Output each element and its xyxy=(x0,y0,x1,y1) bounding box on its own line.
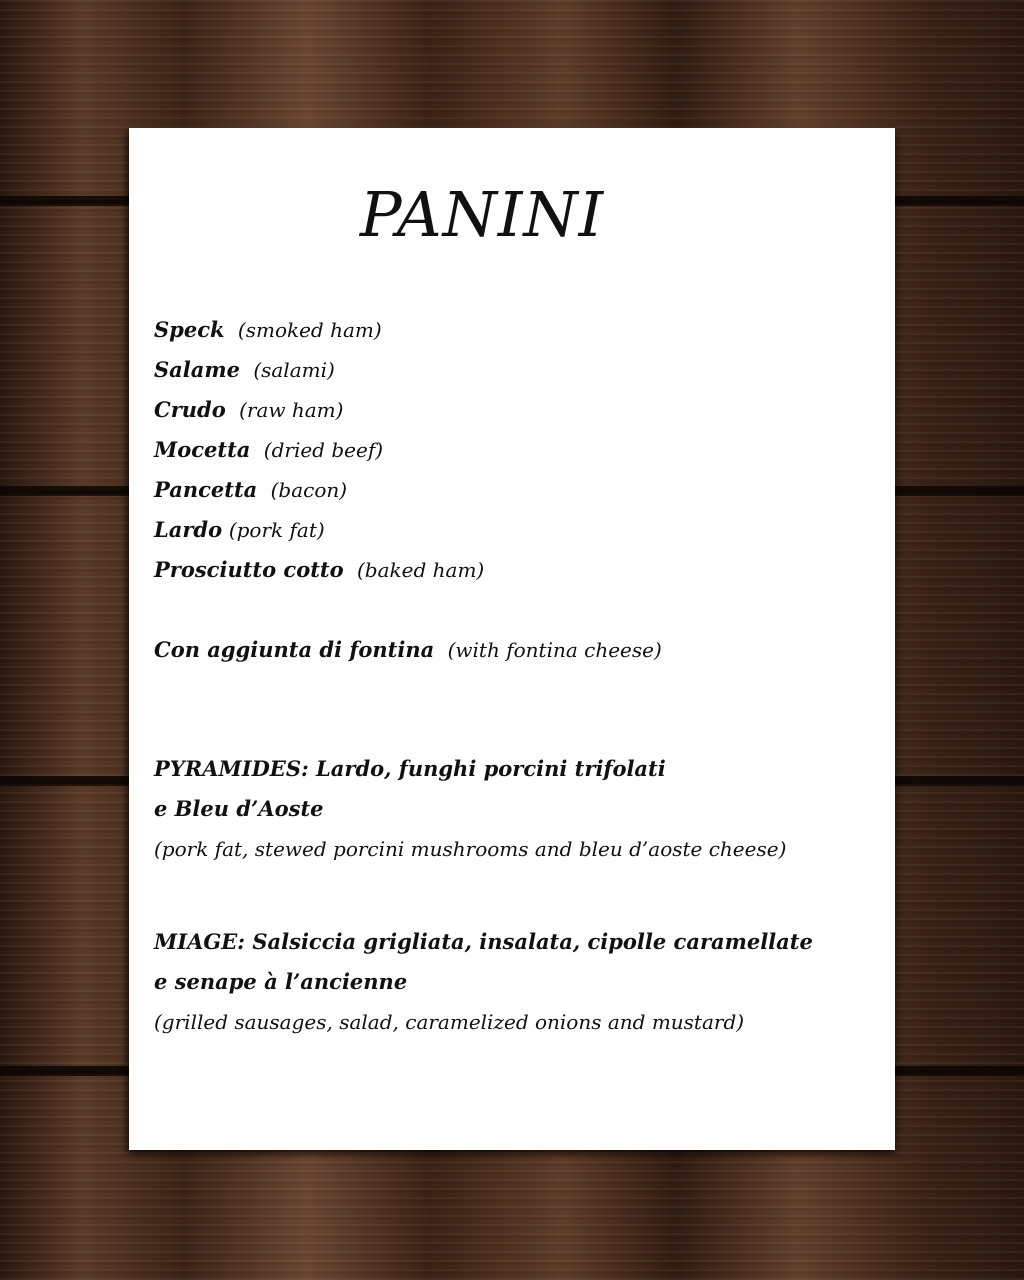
item-translation: (baked ham) xyxy=(357,558,485,582)
menu-item xyxy=(154,356,335,384)
item-name: Speck xyxy=(154,317,225,342)
item-translation: (pork fat) xyxy=(228,518,325,542)
special-miage-line2: e senape à l’ancienne xyxy=(154,969,408,994)
addon-line xyxy=(154,636,662,664)
item-name: Prosciutto cotto xyxy=(154,557,344,582)
item-translation: (bacon) xyxy=(270,478,348,502)
item-translation: (salami) xyxy=(253,358,335,382)
addon-translation: (with fontina cheese) xyxy=(447,638,662,662)
special-pyramides-line2: e Bleu d’Aoste xyxy=(154,796,324,821)
item-name: Pancetta xyxy=(154,477,258,502)
special-pyramides-translation: (pork fat, stewed porcini mushrooms and bleu d’aoste cheese) xyxy=(154,837,787,861)
special-miage-line1: MIAGE: Salsiccia grigliata, insalata, cipolle caramellate xyxy=(154,929,813,954)
item-translation: (smoked ham) xyxy=(237,318,382,342)
menu-item xyxy=(154,396,343,424)
item-name: Mocetta xyxy=(154,437,251,462)
item-name: Lardo xyxy=(154,517,223,542)
menu-item xyxy=(154,436,383,464)
special-pyramides-line1: PYRAMIDES: Lardo, funghi porcini trifolati xyxy=(154,756,666,781)
menu-item xyxy=(154,516,325,544)
menu-item xyxy=(154,476,347,504)
item-translation: (dried beef) xyxy=(263,438,384,462)
menu-title: PANINI xyxy=(359,178,605,251)
addon-name: Con aggiunta di fontina xyxy=(154,637,435,662)
menu-sheet xyxy=(129,128,895,1150)
menu-item xyxy=(154,556,484,584)
menu-item xyxy=(154,316,382,344)
item-translation: (raw ham) xyxy=(239,398,344,422)
item-name: Crudo xyxy=(154,397,226,422)
special-miage-translation: (grilled sausages, salad, caramelized onions and mustard) xyxy=(154,1010,745,1034)
item-name: Salame xyxy=(154,357,240,382)
